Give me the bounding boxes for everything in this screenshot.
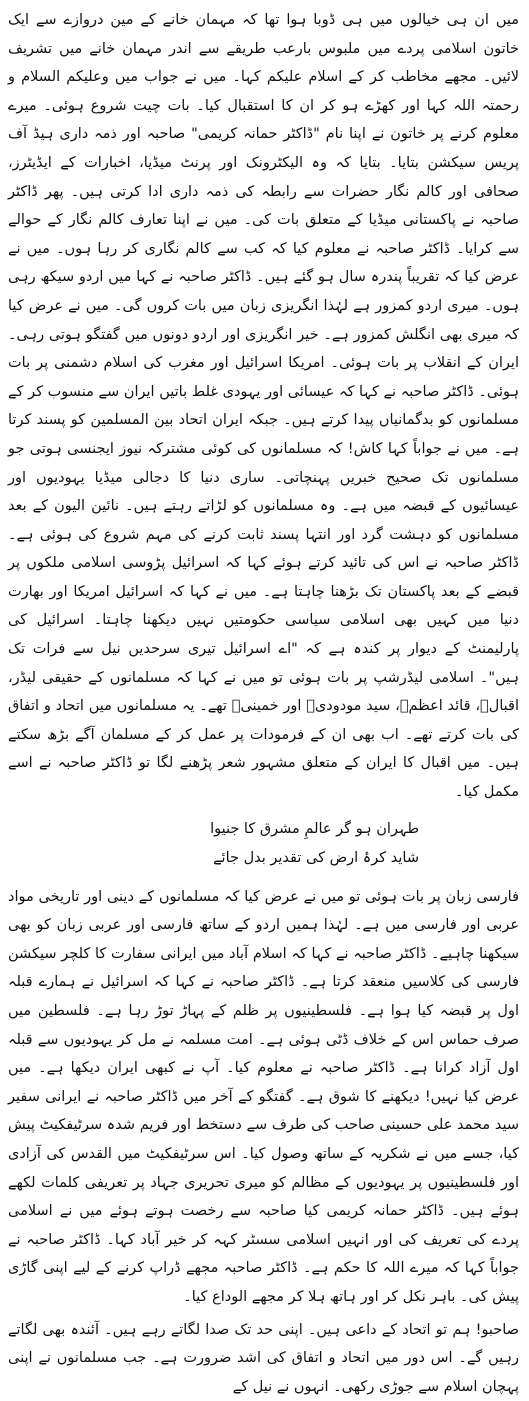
paragraph: صاحبو! ہم تو اتحاد کے داعی ہیں۔ اپنی حد تک صدا لگاتے رہے ہیں۔ آئندہ بھی لگاتے رہیں گے۔ اس دور میں اتحاد و اتفاق کی اشد ضرورت ہے۔ جب مسلمانوں نے اپنی پہچان اسلام سے جوڑی رکھی۔ انہوں نے نیل کے (8, 1321, 519, 1395)
verse-line-1: طہران ہو گر عالمِ مشرق کا جنیوا (210, 820, 419, 837)
paragraph: میں ان ہی خیالوں میں ہی ڈوبا ہوا تھا کہ مہمان خانے کے مین دروازے سے ایک خاتون اسلامی پردے میں ملبوس بارعب طریقے سے اندر مہمان خانے میں تشریف لائیں۔ مجھے مخاطب کر کے اسلام علیکم کہا۔ میں نے جواب میں وعلیکم السلام و رحمتہ اللہ کہا اور کھڑے ہو کر ان کا استقبال کیا۔ بات چیت شروع ہوئی۔ میرے معلوم کرنے پر خاتون نے اپنا نام "ڈاکٹر حمانہ کریمی" صاحبہ اور ذمہ داری ہیڈ آف پریس سیکشن بتایا۔ بتایا کہ وہ الیکٹرونک اور پرنٹ میڈیا، اخبارات کے ایڈیٹرز، صحافی اور کالم نگار حضرات سے رابطہ کی ذمہ داری ادا کرتی ہیں۔ پھر ڈاکٹر صاحبہ نے پاکستانی میڈیا کے متعلق بات کی۔ میں نے اپنا تعارف کالم نگار کے حوالے سے کرایا۔ ڈاکٹر صاحبہ نے معلوم کیا کہ کب سے کالم نگاری کر رہا ہوں۔ میں نے عرض کیا کہ تقریباً پندرہ سال ہو گئے ہیں۔ ڈاکٹر صاحبہ نے کہا میں اردو سیکھ رہی ہوں۔ میری اردو کمزور ہے لہٰذا انگریزی زبان میں بات کروں گی۔ میں نے عرض کیا کہ میری بھی انگلش کمزور ہے۔ خیر انگریزی اور اردو دونوں میں گفتگو ہوتی رہی۔ ایران کے انقلاب پر بات ہوئی۔ امریکا اسرائیل اور مغرب کی اسلام دشمنی پر بات ہوئی۔ ڈاکٹر صاحبہ نے کہا کہ عیسائی اور یہودی غلط باتیں ایران سے منسوب کر کے مسلمانوں کو بدگمانیاں پیدا کرتے ہیں۔ جبکہ ایران اتحاد بین المسلمین کو پسند کرتا ہے۔ میں نے جواباً کہا کاش! کہ مسلمانوں کی کوئی مشترکہ نیوز ایجنسی ہوتی جو مسلمانوں تک صحیح خبریں پہنچاتی۔ ساری دنیا کا دجالی میڈیا یہودیوں اور عیسائیوں کے قبضہ میں ہے۔ وہ مسلمانوں کو لڑاتے رہتے ہیں۔ نائین الیون کے بعد مسلمانوں کو دہشت گرد اور انتہا پسند ثابت کرنے کی مہم شروع کی ہوئی ہے۔ ڈاکٹر صاحبہ نے اس کی تائید کرتے ہوئے کہا کہ اسرائیل پڑوسی اسلامی ملکوں پر قبضے کے بعد پاکستان تک بڑھنا چاہتا ہے۔ میں نے کہا کہ اسرائیل امریکا اور بھارت دنیا میں کہیں بھی اسلامی سیاسی حکومتیں نہیں دیکھنا چاہتا۔ اسرائیل کی پارلیمنٹ کے دیوار پر کندہ ہے کہ "اے اسرائیل تیری سرحدیں نیل سے فرات تک ہیں"۔ اسلامی لیڈرشپ پر بات ہوئی تو میں نے کہا کہ مسلمانوں کے حقیقی لیڈر، اقبالؒ، قائد اعظمؒ، سید مودودیؒ اور خمینیؒ تھے۔ یہ مسلمانوں میں اتحاد و اتفاق کی بات کرتے تھے۔ اب بھی ان کے فرمودات پر عمل کر کے مسلمان آگے بڑھ سکتے ہیں۔ میں اقبال کا ایران کے متعلق مشہور شعر پڑھنے لگا تو ڈاکٹر صاحبہ نے اسے مکمل کیا۔ (8, 12, 519, 801)
poetry-verse (8, 815, 519, 873)
verse-line-2: شاید کرۂ ارض کی تقدیر بدل جائے (213, 849, 419, 866)
paragraph: فارسی زبان پر بات ہوئی تو میں نے عرض کیا کہ مسلمانوں کے دینی اور تاریخی مواد عربی اور فارسی میں ہے۔ لہٰذا ہمیں اردو کے ساتھ فارسی اور عربی زبان کو بھی سیکھنا چاہیے۔ ڈاکٹر صاحبہ نے کہا کہ اسلام آباد میں ایرانی سفارت کا کلچر سیکشن فارسی کی کلاسیں منعقد کرتا ہے۔ ڈاکٹر صاحبہ نے کہا کہ اسرائیل نے ہمارے قبلہ اول پر قبضہ کیا ہوا ہے۔ فلسطینیوں پر ظلم کے پہاڑ توڑ رہا ہے۔ فلسطین میں صرف حماس اس کے خلاف ڈٹی ہوئی ہے۔ امت مسلمہ نے مل کر یہودیوں سے قبلہ اول آزاد کرانا ہے۔ ڈاکٹر صاحبہ نے معلوم کیا۔ آپ نے کبھی ایران دیکھا ہے۔ میں عرض کیا نہیں! دیکھنے کا شوق ہے۔ گفتگو کے آخر میں ڈاکٹر صاحبہ نے ایرانی سفیر سید محمد علی حسینی صاحب کی طرف سے دستخط اور فریم شدہ سرٹیفکیٹ پیش کیا، جسے میں نے شکریہ کے ساتھ وصول کیا۔ اس سرٹیفکیٹ میں القدس کی آزادی اور فلسطینیوں پر یہودیوں کے مظالم کو میری تحریری جہاد پر تعریفی کلمات لکھے ہوئے ہیں۔ ڈاکٹر حمانہ کریمی کیا صاحبہ سے رخصت ہوتے ہوئے میں نے اسلامی پردے کی تعریف کی اور انہیں اسلامی سسٹر کہہ کر خیر آباد کہا۔ ڈاکٹر صاحبہ نے جواباً کہا کہ میرے اللہ کا حکم ہے۔ ڈاکٹر صاحبہ مجھے ڈراپ کرنے کے لیے اپنی گاڑی پیش کی۔ باہر نکل کر اور ہاتھ ہلا کر مجھے الوداع کیا۔ (8, 888, 519, 1305)
